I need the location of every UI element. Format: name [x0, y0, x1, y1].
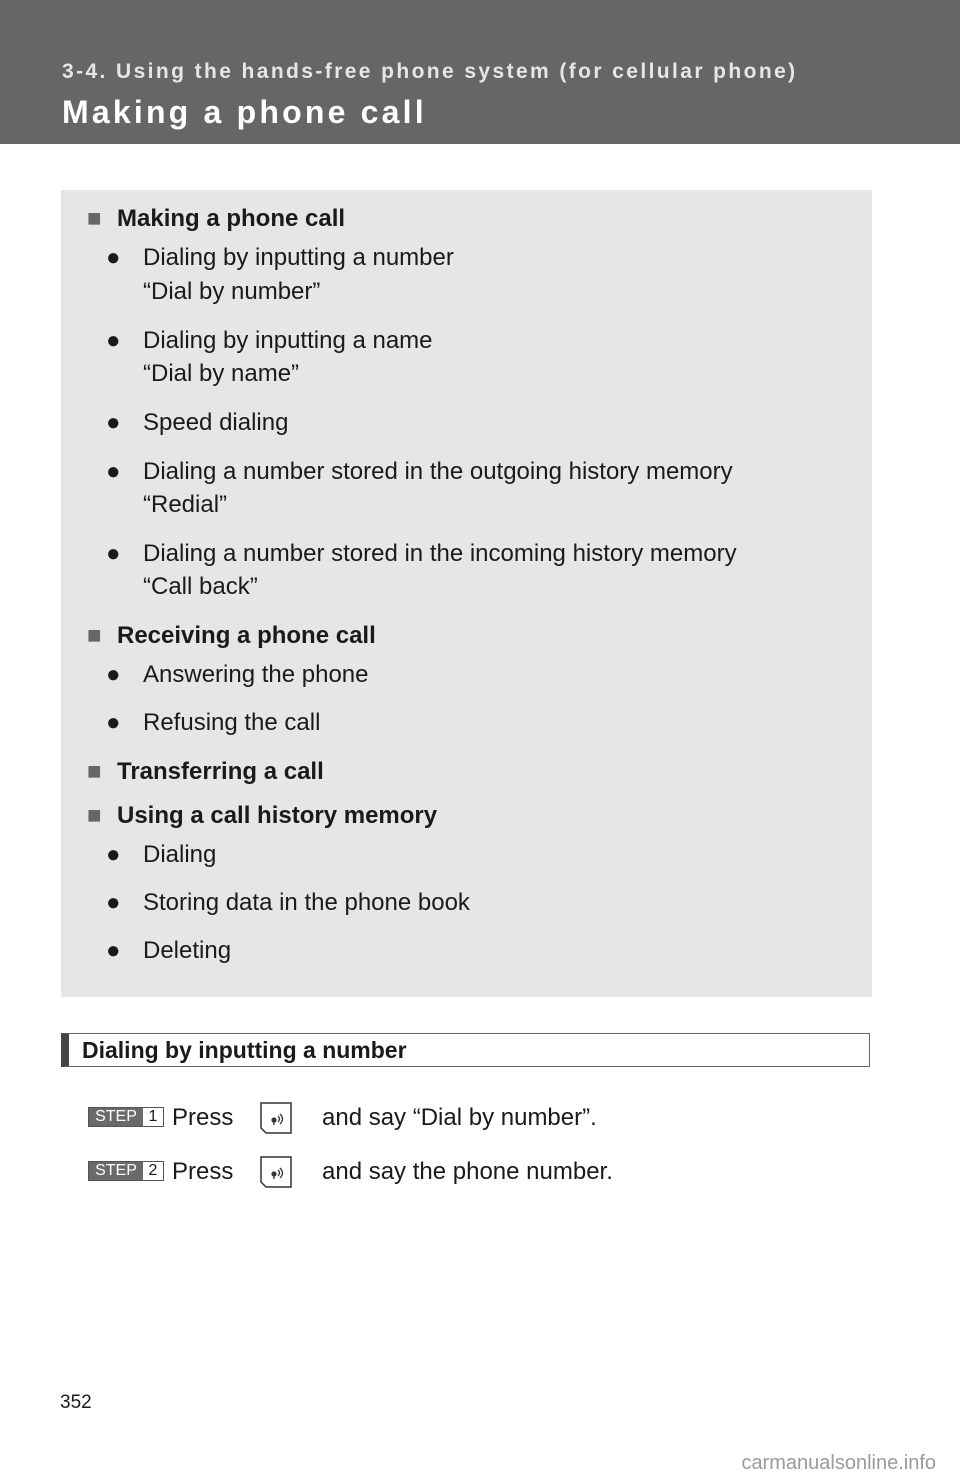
square-bullet-icon: ■ [87, 802, 102, 829]
summary-item-command: “Dial by number” [143, 278, 321, 305]
round-bullet-icon: ● [106, 540, 121, 567]
page-header [0, 0, 960, 144]
summary-item: ● Refusing the call [106, 709, 321, 736]
step-instruction: and say “Dial by number”. [322, 1104, 597, 1131]
summary-item-command: “Dial by name” [143, 360, 300, 387]
step-badge: STEP 1 [88, 1107, 164, 1127]
summary-item: ● Speed dialing [106, 409, 289, 436]
summary-section: ■ Receiving a phone call [87, 622, 376, 649]
step-instruction: and say the phone number. [322, 1158, 613, 1185]
step-badge: STEP 2 [88, 1161, 164, 1181]
round-bullet-icon: ● [106, 937, 121, 964]
round-bullet-icon: ● [106, 661, 121, 688]
summary-item-command: “Call back” [143, 573, 258, 600]
step-press-text: Press [172, 1158, 234, 1185]
summary-item: ● Dialing by inputting a number [106, 244, 454, 271]
page-title: Making a phone call [62, 94, 427, 130]
round-bullet-icon: ● [106, 841, 121, 868]
summary-section: ■ Transferring a call [87, 758, 324, 785]
summary-item: ● Answering the phone [106, 661, 369, 688]
summary-item: ● Dialing by inputting a name [106, 327, 433, 354]
talk-switch-icon [258, 1100, 296, 1136]
round-bullet-icon: ● [106, 458, 121, 485]
summary-item: ● Deleting [106, 937, 232, 964]
talk-switch-icon [258, 1154, 296, 1190]
round-bullet-icon: ● [106, 409, 121, 436]
chapter-label: 3-4. Using the hands-free phone system (for cellular phone) [62, 60, 798, 83]
watermark: carmanualsonline.info [741, 1452, 936, 1474]
step-press-text: Press [172, 1104, 234, 1131]
summary-item-command: “Redial” [143, 491, 228, 518]
square-bullet-icon: ■ [87, 622, 102, 649]
summary-box [61, 190, 872, 997]
summary-section: ■ Using a call history memory [87, 802, 438, 829]
section-title: Dialing by inputting a number [82, 1037, 407, 1063]
round-bullet-icon: ● [106, 327, 121, 354]
square-bullet-icon: ■ [87, 758, 102, 785]
summary-section: ■ Making a phone call [87, 205, 346, 232]
round-bullet-icon: ● [106, 889, 121, 916]
summary-item: ● Dialing a number stored in the incoming history memory [106, 540, 737, 567]
round-bullet-icon: ● [106, 244, 121, 271]
page-number: 352 [60, 1392, 92, 1413]
square-bullet-icon: ■ [87, 205, 102, 232]
summary-item: ● Storing data in the phone book [106, 889, 470, 916]
section-heading [61, 1033, 870, 1067]
round-bullet-icon: ● [106, 709, 121, 736]
summary-item: ● Dialing [106, 841, 217, 868]
summary-item: ● Dialing a number stored in the outgoing history memory [106, 458, 733, 485]
